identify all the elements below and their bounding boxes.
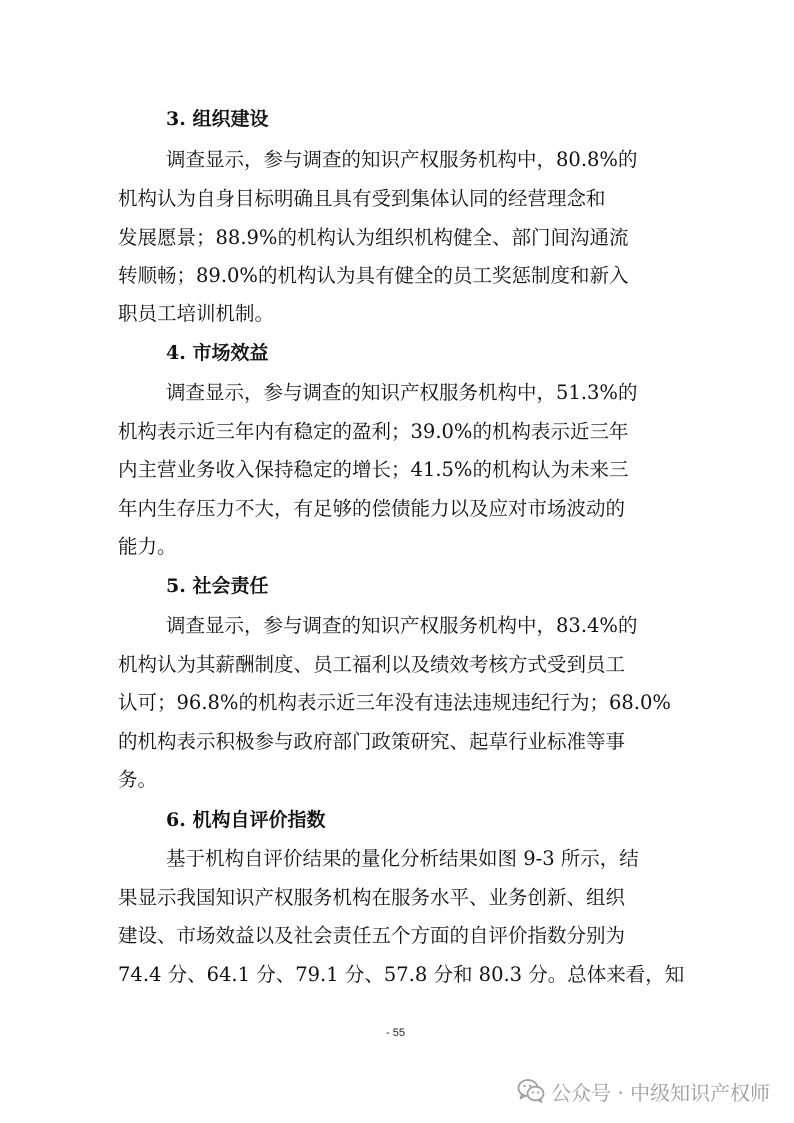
section-heading-market-benefit: 4. 市场效益 [166,342,269,364]
paragraph-line: 基于机构自评价结果的量化分析结果如图 9-3 所示，结 [166,847,639,870]
paragraph-line: 机构表示近三年内有稳定的盈利；39.0%的机构表示近三年 [118,420,629,443]
paragraph-line: 内主营业务收入保持稳定的增长；41.5%的机构认为未来三 [118,458,629,481]
paragraph-line: 职员工培训机制。 [118,302,275,325]
paragraph-line: 调查显示，参与调查的知识产权服务机构中，83.4%的 [166,614,638,637]
paragraph-line: 发展愿景；88.9%的机构认为组织机构健全、部门间沟通流 [118,226,629,249]
paragraph-line: 认可；96.8%的机构表示近三年没有违法违规违纪行为；68.0% [118,691,671,714]
paragraph-line: 果显示我国知识产权服务机构在服务水平、业务创新、组织 [118,886,626,909]
paragraph-line: 转顺畅；89.0%的机构认为具有健全的员工奖惩制度和新入 [118,264,629,287]
page-number: - 55 [386,1027,405,1039]
paragraph-line: 建设、市场效益以及社会责任五个方面的自评价指数分别为 [118,924,626,947]
paragraph-line: 调查显示，参与调查的知识产权服务机构中，51.3%的 [166,381,638,404]
paragraph-line: 能力。 [118,535,177,558]
section-heading-social-responsibility: 5. 社会责任 [166,575,269,597]
paragraph-line: 务。 [118,768,158,791]
wechat-icon [517,1078,545,1104]
paragraph-line: 机构认为其薪酬制度、员工福利以及绩效考核方式受到员工 [118,653,626,676]
paragraph-line: 年内生存压力不大，有足够的偿债能力以及应对市场波动的 [118,497,626,520]
section-heading-self-evaluation-index: 6. 机构自评价指数 [166,809,326,831]
paragraph-line: 机构认为自身目标明确且具有受到集体认同的经营理念和 [118,187,606,210]
watermark-text: 公众号 · 中级知识产权师 [551,1080,771,1105]
watermark [517,1076,770,1106]
paragraph-line: 调查显示，参与调查的知识产权服务机构中，80.8%的 [166,148,638,171]
paragraph-line: 74.4 分、64.1 分、79.1 分、57.8 分和 80.3 分。总体来看，知 [118,963,685,986]
section-heading-organization: 3. 组织建设 [166,108,269,130]
paragraph-line: 的机构表示积极参与政府部门政策研究、起草行业标准等事 [118,730,626,753]
